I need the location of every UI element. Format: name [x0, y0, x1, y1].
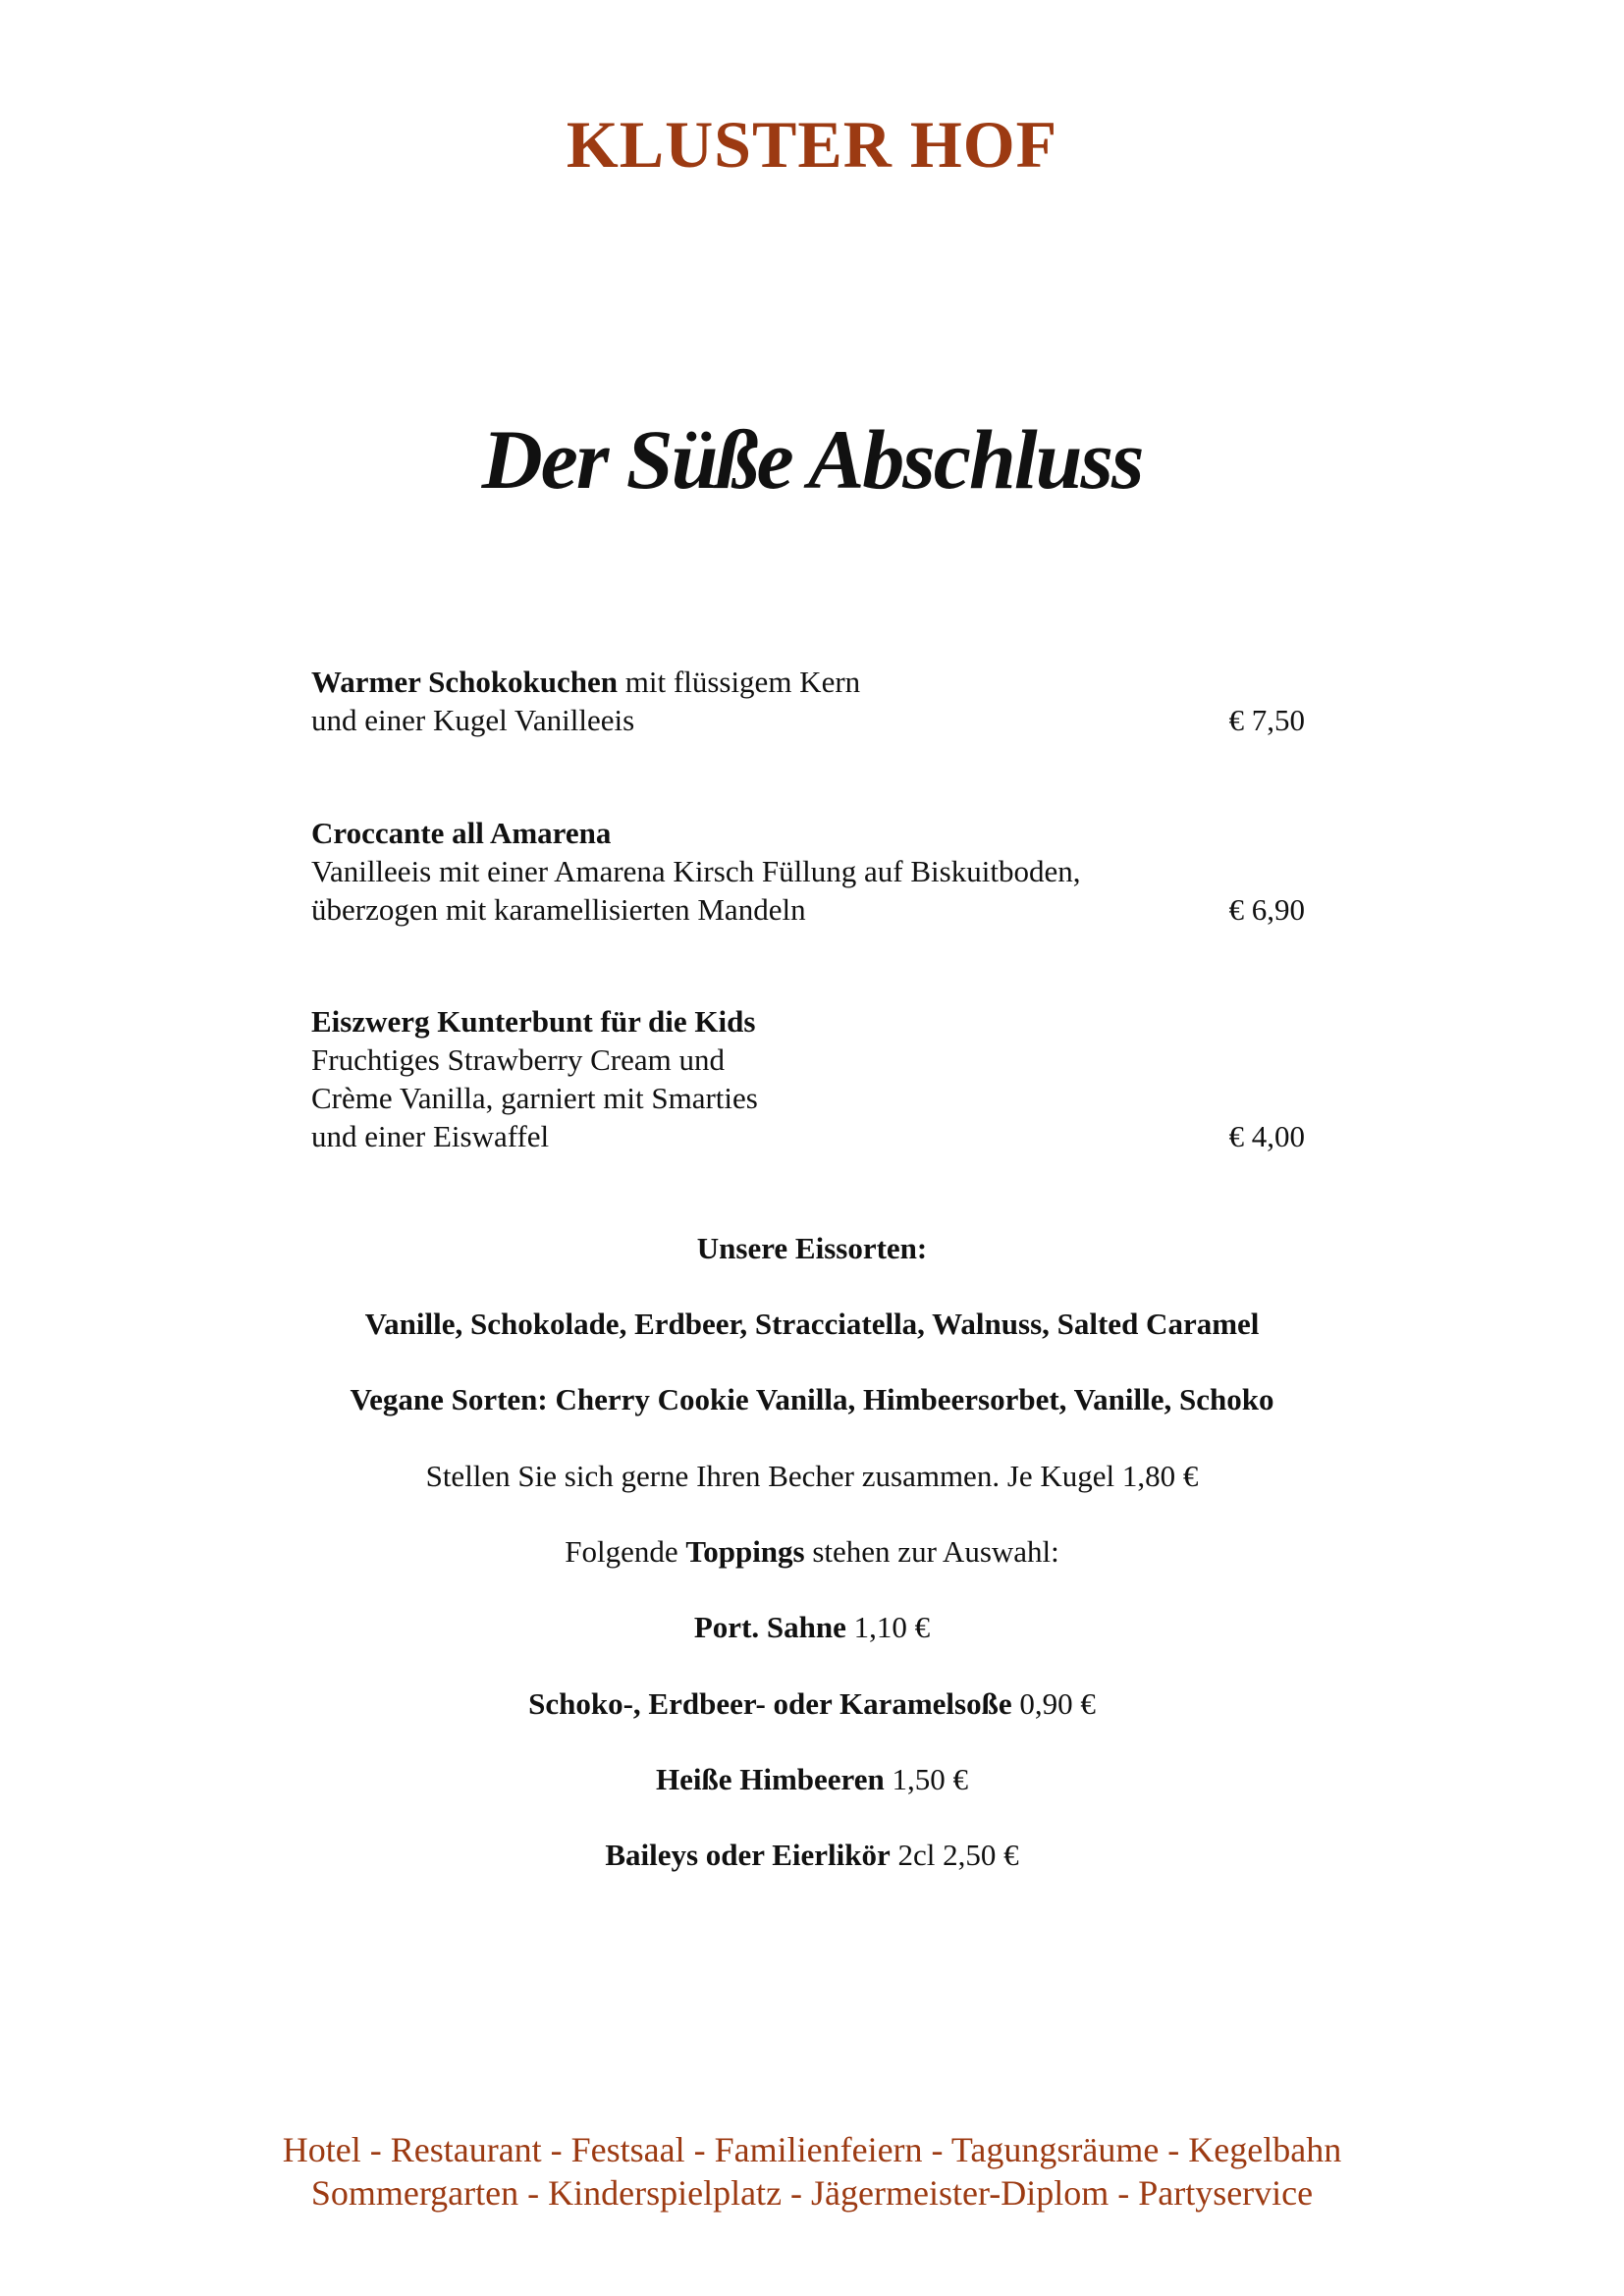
topping-price: 0,90 €	[1011, 1686, 1096, 1721]
menu-item-description: Crème Vanilla, garniert mit Smarties	[311, 1081, 758, 1115]
footer-services-line-2: Sommergarten - Kinderspielplatz - Jägermeister-Diplom - Partyservice	[310, 2173, 1314, 2213]
menu-item-description: Vanilleeis mit einer Amarena Kirsch Füllung auf Biskuitboden,	[311, 854, 1081, 888]
menu-item-name: Croccante all Amarena	[311, 816, 612, 850]
menu-item-name-suffix: mit flüssigem Kern	[618, 665, 861, 699]
ice-flavors: Vanille, Schokolade, Erdbeer, Stracciatella, Walnuss, Salted Caramel	[364, 1307, 1260, 1341]
menu-item-description: überzogen mit karamellisierten Mandeln	[311, 892, 806, 927]
brand-name: KLUSTER HOF	[566, 107, 1058, 182]
menu-item-price: € 7,50	[1228, 703, 1305, 737]
topping-item	[0, 1608, 1624, 1647]
topping-name: Schoko-, Erdbeer- oder Karamelsoße	[528, 1686, 1012, 1721]
topping-price: 1,10 €	[845, 1610, 931, 1644]
ice-build-cup: Stellen Sie sich gerne Ihren Becher zusammen. Je Kugel 1,80 €	[425, 1459, 1199, 1493]
toppings-intro-text: Folgende	[565, 1534, 686, 1569]
menu-item-price: € 6,90	[1228, 892, 1305, 927]
topping-item	[0, 1836, 1624, 1875]
menu-item-description: und einer Kugel Vanilleeis	[311, 703, 635, 737]
menu-item-price: € 4,00	[1228, 1119, 1305, 1153]
topping-item	[0, 1760, 1624, 1799]
menu-item-description: und einer Eiswaffel	[311, 1119, 550, 1153]
ice-vegan-flavors: Vegane Sorten: Cherry Cookie Vanilla, Himbeersorbet, Vanille, Schoko	[350, 1382, 1274, 1416]
ice-heading: Unsere Eissorten:	[696, 1231, 928, 1265]
topping-item	[0, 1684, 1624, 1724]
topping-price: 1,50 €	[884, 1762, 968, 1796]
topping-name: Heiße Himbeeren	[656, 1762, 885, 1796]
menu-item-croccante	[311, 814, 1305, 929]
toppings-intro-text: stehen zur Auswahl:	[804, 1534, 1059, 1569]
footer-services-line-1: Hotel - Restaurant - Festsaal - Familienfeiern - Tagungsräume - Kegelbahn	[282, 2130, 1342, 2169]
topping-price: 2cl 2,50 €	[890, 1838, 1019, 1872]
menu-item-name: Warmer Schokokuchen	[311, 665, 619, 699]
menu-item-name: Eiszwerg Kunterbunt für die Kids	[311, 1004, 756, 1039]
menu-item-schokokuchen	[311, 663, 1305, 739]
toppings-intro-bold: Toppings	[685, 1534, 805, 1569]
menu-item-eiszwerg	[311, 1002, 1305, 1155]
toppings-intro	[0, 1532, 1624, 1572]
topping-name: Port. Sahne	[693, 1610, 846, 1644]
menu-item-description: Fruchtiges Strawberry Cream und	[311, 1042, 725, 1077]
menu-item-heading	[311, 663, 1305, 701]
topping-name: Baileys oder Eierlikör	[605, 1838, 891, 1872]
page-title: Der Süße Abschluss	[481, 412, 1143, 507]
